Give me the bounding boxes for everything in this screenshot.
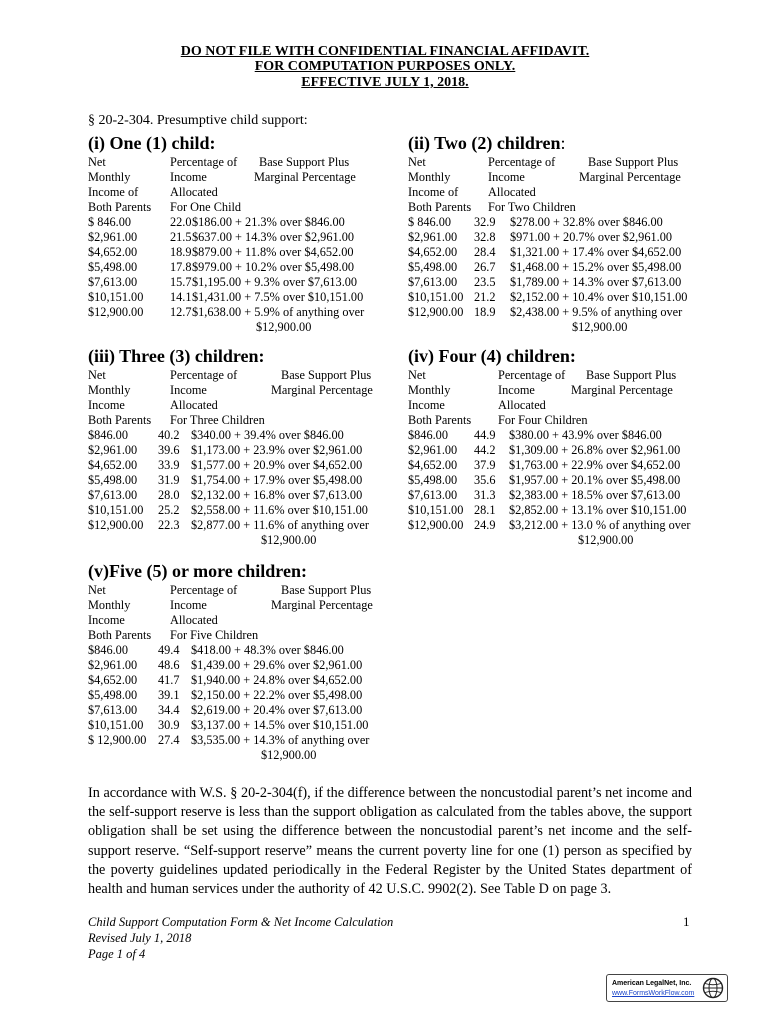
- net-income-cell: $846.00: [408, 428, 448, 442]
- table-row: [408, 290, 688, 305]
- table-header-line: [88, 155, 350, 170]
- net-income-cell: $7,613.00: [408, 275, 458, 289]
- table-row: [88, 458, 363, 473]
- header-percentage-label: Allocated: [170, 613, 218, 627]
- net-income-cell: $2,961.00: [88, 230, 138, 244]
- table-title-text: (i) One (1) child:: [88, 133, 216, 153]
- percentage-cell: 18.9: [170, 245, 192, 259]
- header-percentage-label: Income: [498, 383, 535, 397]
- table-header-line: [88, 368, 372, 383]
- table-header-line: [408, 155, 679, 170]
- net-income-cell: $846.00: [88, 428, 128, 442]
- table-row: [88, 673, 363, 688]
- table-row: [408, 473, 681, 488]
- base-support-cell: $2,383.00 + 18.5% over $7,613.00: [509, 488, 681, 502]
- header-base-support-label: Base Support Plus: [588, 155, 679, 169]
- net-income-cell: $4,652.00: [408, 458, 458, 472]
- percentage-cell: 28.0: [158, 488, 180, 502]
- base-support-cell: $418.00 + 48.3% over $846.00: [191, 643, 344, 657]
- percentage-cell: 39.6: [158, 443, 180, 457]
- base-support-cell: $1,638.00 + 5.9% of anything over: [192, 305, 365, 319]
- header-percentage-label: For Three Children: [170, 413, 265, 427]
- percentage-cell: 31.3: [474, 488, 496, 502]
- percentage-cell: 48.6: [158, 658, 180, 672]
- header-income-label: Income of: [408, 185, 459, 199]
- base-support-cell: $637.00 + 14.3% over $2,961.00: [192, 230, 354, 244]
- header-percentage-label: Allocated: [488, 185, 536, 199]
- percentage-cell: 18.9: [474, 305, 496, 319]
- net-income-cell: $4,652.00: [88, 673, 138, 687]
- net-income-cell: $12,900.00: [88, 305, 144, 319]
- table-header-line: [88, 628, 307, 643]
- base-support-cell: $1,309.00 + 26.8% over $2,961.00: [509, 443, 681, 457]
- base-support-cell: $2,438.00 + 9.5% of anything over: [510, 305, 683, 319]
- table-row: [408, 458, 681, 473]
- table-row: [88, 643, 344, 658]
- header-percentage-label: Income: [170, 598, 207, 612]
- table-continuation: [88, 748, 317, 763]
- net-income-cell: $10,151.00: [408, 290, 464, 304]
- base-support-cell: $1,195.00 + 9.3% over $7,613.00: [192, 275, 358, 289]
- base-support-cell: $1,431.00 + 7.5% over $10,151.00: [192, 290, 364, 304]
- percentage-cell: 32.9: [474, 215, 496, 229]
- net-income-cell: $5,498.00: [88, 260, 138, 274]
- header-percentage-label: Percentage of: [488, 155, 556, 169]
- table-row: [88, 260, 354, 275]
- table-title-text: (iv) Four (4) children:: [408, 346, 576, 366]
- table-title: [408, 346, 576, 366]
- net-income-cell: $12,900.00: [408, 305, 464, 319]
- header-income-label: Monthly: [408, 383, 451, 397]
- net-income-cell: $10,151.00: [88, 718, 144, 732]
- net-income-cell: $2,961.00: [88, 658, 138, 672]
- base-support-cell: $1,439.00 + 29.6% over $2,961.00: [191, 658, 363, 672]
- net-income-cell: $7,613.00: [408, 488, 458, 502]
- percentage-cell: 49.4: [158, 643, 180, 657]
- header-percentage-label: Allocated: [170, 398, 218, 412]
- table-title: [88, 561, 307, 581]
- base-support-cell: $1,754.00 + 17.9% over $5,498.00: [191, 473, 363, 487]
- net-income-cell: $7,613.00: [88, 488, 138, 502]
- net-income-cell: $2,961.00: [408, 230, 458, 244]
- base-support-cell: $278.00 + 32.8% over $846.00: [510, 215, 663, 229]
- header-base-support-label: Base Support Plus: [281, 368, 372, 382]
- net-income-cell: $5,498.00: [88, 688, 138, 702]
- header-income-label: Monthly: [88, 170, 131, 184]
- table-row: [88, 443, 363, 458]
- american-legalnet-logo[interactable]: [606, 974, 728, 1002]
- table-row: [88, 503, 368, 518]
- table-row: [408, 503, 687, 518]
- header-percentage-label: Allocated: [498, 398, 546, 412]
- table-row: [408, 215, 663, 230]
- header-percentage-label: Allocated: [170, 185, 218, 199]
- net-income-cell: $4,652.00: [88, 458, 138, 472]
- header-percentage-label: Percentage of: [170, 368, 238, 382]
- footer-revised-date: Revised July 1, 2018: [88, 931, 192, 945]
- base-support-cell: $340.00 + 39.4% over $846.00: [191, 428, 344, 442]
- table-row: [88, 518, 369, 533]
- percentage-cell: 34.4: [158, 703, 180, 717]
- table-row: [88, 230, 354, 245]
- table-row: [88, 718, 369, 733]
- percentage-cell: 35.6: [474, 473, 496, 487]
- header-base-support-label: Marginal Percentage: [579, 170, 681, 184]
- table-row: [88, 275, 358, 290]
- logo-website-link[interactable]: www.FormsWorkFlow.com: [612, 990, 695, 997]
- table-header-line: [88, 583, 372, 598]
- header-percentage-label: For Five Children: [170, 628, 259, 642]
- header-percentage-label: Income: [488, 170, 525, 184]
- net-income-cell: $12,900.00: [88, 518, 144, 532]
- header-income-label: Income: [88, 398, 125, 412]
- continuation-amount: $12,900.00: [261, 533, 317, 547]
- table-header-line: [408, 413, 588, 428]
- base-support-cell: $1,577.00 + 20.9% over $4,652.00: [191, 458, 363, 472]
- table-header-line: [88, 398, 264, 413]
- base-support-cell: $971.00 + 20.7% over $2,961.00: [510, 230, 672, 244]
- base-support-cell: $3,137.00 + 14.5% over $10,151.00: [191, 718, 369, 732]
- table-row: [408, 518, 691, 533]
- table-continuation: [408, 320, 628, 335]
- table-header-line: [88, 200, 242, 215]
- header-line-3: EFFECTIVE JULY 1, 2018.: [301, 75, 469, 90]
- page-number: 1: [683, 914, 690, 929]
- base-support-cell: $2,132.00 + 16.8% over $7,613.00: [191, 488, 363, 502]
- base-support-cell: $2,558.00 + 11.6% over $10,151.00: [191, 503, 368, 517]
- percentage-cell: 33.9: [158, 458, 180, 472]
- header-percentage-label: Income: [170, 383, 207, 397]
- table-title-text: (v)Five (5) or more children:: [88, 561, 307, 581]
- base-support-cell: $2,150.00 + 22.2% over $5,498.00: [191, 688, 363, 702]
- base-support-cell: $1,468.00 + 15.2% over $5,498.00: [510, 260, 682, 274]
- net-income-cell: $10,151.00: [88, 290, 144, 304]
- header-base-support-label: Marginal Percentage: [571, 383, 673, 397]
- header-income-label: Monthly: [88, 383, 131, 397]
- percentage-cell: 21.2: [474, 290, 496, 304]
- header-income-label: Both Parents: [408, 200, 472, 214]
- table-row: [88, 488, 363, 503]
- header-income-label: Net: [408, 368, 426, 382]
- base-support-cell: $3,535.00 + 14.3% of anything over: [191, 733, 370, 747]
- net-income-cell: $ 12,900.00: [88, 733, 147, 747]
- table-row: [408, 428, 662, 443]
- base-support-cell: $1,763.00 + 22.9% over $4,652.00: [509, 458, 681, 472]
- base-support-cell: $2,619.00 + 20.4% over $7,613.00: [191, 703, 363, 717]
- base-support-cell: $1,957.00 + 20.1% over $5,498.00: [509, 473, 681, 487]
- net-income-cell: $2,961.00: [88, 443, 138, 457]
- header-base-support-label: Base Support Plus: [586, 368, 677, 382]
- base-support-cell: $186.00 + 21.3% over $846.00: [192, 215, 345, 229]
- table-row: [88, 245, 354, 260]
- header-income-label: Both Parents: [88, 413, 152, 427]
- header-income-label: Both Parents: [88, 628, 152, 642]
- percentage-cell: 44.9: [474, 428, 496, 442]
- header-income-label: Income: [88, 613, 125, 627]
- percentage-cell: 24.9: [474, 518, 496, 532]
- percentage-cell: 25.2: [158, 503, 180, 517]
- table-one-child: [88, 133, 365, 335]
- net-income-cell: $10,151.00: [88, 503, 144, 517]
- base-support-cell: $979.00 + 10.2% over $5,498.00: [192, 260, 354, 274]
- continuation-amount: $12,900.00: [261, 748, 317, 762]
- percentage-cell: 40.2: [158, 428, 180, 442]
- table-row: [88, 305, 365, 320]
- percentage-cell: 41.7: [158, 673, 180, 687]
- net-income-cell: $ 846.00: [88, 215, 132, 229]
- table-continuation: [88, 320, 312, 335]
- net-income-cell: $846.00: [88, 643, 128, 657]
- table-row: [88, 290, 364, 305]
- table-row: [408, 488, 681, 503]
- percentage-cell: 12.7: [170, 305, 192, 319]
- table-row: [408, 305, 683, 320]
- net-income-cell: $5,498.00: [408, 473, 458, 487]
- net-income-cell: $12,900.00: [408, 518, 464, 532]
- percentage-cell: 37.9: [474, 458, 496, 472]
- footer-page-of: Page 1 of 4: [88, 947, 146, 961]
- percentage-cell: 44.2: [474, 443, 496, 457]
- percentage-cell: 21.5: [170, 230, 192, 244]
- percentage-cell: 32.8: [474, 230, 496, 244]
- base-support-cell: $1,789.00 + 14.3% over $7,613.00: [510, 275, 682, 289]
- base-support-cell: $1,940.00 + 24.8% over $4,652.00: [191, 673, 363, 687]
- header-percentage-label: For Four Children: [498, 413, 588, 427]
- base-support-cell: $1,173.00 + 23.9% over $2,961.00: [191, 443, 363, 457]
- header-income-label: Both Parents: [408, 413, 472, 427]
- table-row: [88, 688, 363, 703]
- table-header-line: [88, 383, 373, 398]
- table-header-line: [408, 368, 677, 383]
- table-header-line: [88, 170, 356, 185]
- continuation-amount: $12,900.00: [256, 320, 312, 334]
- table-row: [88, 703, 363, 718]
- table-header-line: [408, 185, 566, 200]
- table-header-line: [408, 200, 576, 215]
- base-support-cell: $2,877.00 + 11.6% of anything over: [191, 518, 369, 532]
- percentage-cell: 22.0: [170, 215, 192, 229]
- header-line-2: FOR COMPUTATION PURPOSES ONLY.: [254, 59, 516, 74]
- net-income-cell: $4,652.00: [88, 245, 138, 259]
- table-title-text: (iii) Three (3) children:: [88, 346, 265, 366]
- table-continuation: [408, 533, 634, 548]
- table-row: [408, 245, 682, 260]
- net-income-cell: $5,498.00: [408, 260, 458, 274]
- header-income-label: Net: [88, 155, 106, 169]
- table-four-children: [408, 346, 691, 548]
- header-percentage-label: Percentage of: [498, 368, 566, 382]
- table-row: [88, 215, 345, 230]
- header-percentage-label: Income: [170, 170, 207, 184]
- logo-company-name: American LegalNet, Inc.: [612, 980, 692, 987]
- table-header-line: [408, 398, 576, 413]
- header-base-support-label: Marginal Percentage: [254, 170, 356, 184]
- header-percentage-label: For Two Children: [488, 200, 576, 214]
- header-percentage-label: For One Child: [170, 200, 242, 214]
- percentage-cell: 39.1: [158, 688, 180, 702]
- footer-info: [88, 914, 393, 962]
- header-income-label: Net: [88, 368, 106, 382]
- header-line-1: DO NOT FILE WITH CONFIDENTIAL FINANCIAL AFFIDAVIT.: [180, 44, 590, 59]
- percentage-cell: 22.3: [158, 518, 180, 532]
- footer-form-title: Child Support Computation Form & Net Income Calculation: [88, 915, 394, 929]
- net-income-cell: $4,652.00: [408, 245, 458, 259]
- header-income-label: Net: [408, 155, 426, 169]
- table-row: [408, 443, 681, 458]
- continuation-amount: $12,900.00: [578, 533, 634, 547]
- table-row: [408, 260, 682, 275]
- table-header-line: [88, 185, 216, 200]
- base-support-cell: $879.00 + 11.8% over $4,652.00: [192, 245, 354, 259]
- percentage-cell: 14.1: [170, 290, 192, 304]
- base-support-cell: $380.00 + 43.9% over $846.00: [509, 428, 662, 442]
- base-support-cell: $1,321.00 + 17.4% over $4,652.00: [510, 245, 682, 259]
- self-support-paragraph: In accordance with W.S. § 20-2-304(f), if the difference between the noncustodial parent’s net income and the self-support reserve is less than the support obligation as calculated from the tables above, the support obligation shall be set using the difference between the noncustodial parent’s net income and the self-support reserve. “Self-support reserve” means the current poverty line for one (1) person as specified by the poverty guidelines updated periodically in the Federal Register by the United States department of health and human services under the authority of 42 U.S.C. 9902(2). See Table D on page 3.: [88, 785, 692, 898]
- net-income-cell: $7,613.00: [88, 703, 138, 717]
- table-row: [408, 230, 672, 245]
- header-base-support-label: Base Support Plus: [259, 155, 350, 169]
- percentage-cell: 28.4: [474, 245, 496, 259]
- base-support-cell: $2,152.00 + 10.4% over $10,151.00: [510, 290, 688, 304]
- base-support-cell: $3,212.00 + 13.0 % of anything over: [509, 518, 691, 532]
- table-header-line: [88, 598, 373, 613]
- table-title: [88, 346, 264, 366]
- table-title-colon: :: [560, 133, 566, 153]
- statute-heading: § 20-2-304. Presumptive child support:: [88, 113, 308, 128]
- continuation-amount: $12,900.00: [572, 320, 628, 334]
- table-header-line: [408, 383, 673, 398]
- table-row: [408, 275, 682, 290]
- header-base-support-label: Marginal Percentage: [271, 598, 373, 612]
- header-income-label: Income: [408, 398, 445, 412]
- header-income-label: Income of: [88, 185, 139, 199]
- globe-icon: [702, 977, 724, 999]
- table-row: [88, 658, 363, 673]
- percentage-cell: 28.1: [474, 503, 496, 517]
- net-income-cell: $ 846.00: [408, 215, 452, 229]
- header-income-label: Net: [88, 583, 106, 597]
- table-title: [408, 133, 566, 153]
- table-five-children: [88, 561, 373, 763]
- header-income-label: Both Parents: [88, 200, 152, 214]
- net-income-cell: $7,613.00: [88, 275, 138, 289]
- header-base-support-label: Base Support Plus: [281, 583, 372, 597]
- header-percentage-label: Percentage of: [170, 155, 238, 169]
- table-row: [88, 733, 370, 748]
- percentage-cell: 31.9: [158, 473, 180, 487]
- table-row: [88, 473, 363, 488]
- percentage-cell: 26.7: [474, 260, 496, 274]
- table-row: [88, 428, 344, 443]
- table-header-line: [408, 170, 681, 185]
- table-header-line: [88, 413, 264, 428]
- table-header-line: [88, 613, 307, 628]
- table-two-children: [408, 133, 688, 335]
- net-income-cell: $2,961.00: [408, 443, 458, 457]
- percentage-cell: 17.8: [170, 260, 192, 274]
- base-support-cell: $2,852.00 + 13.1% over $10,151.00: [509, 503, 687, 517]
- percentage-cell: 23.5: [474, 275, 496, 289]
- percentage-cell: 30.9: [158, 718, 180, 732]
- table-three-children: [88, 346, 373, 548]
- net-income-cell: $10,151.00: [408, 503, 464, 517]
- net-income-cell: $5,498.00: [88, 473, 138, 487]
- header-percentage-label: Percentage of: [170, 583, 238, 597]
- percentage-cell: 15.7: [170, 275, 192, 289]
- table-title: [88, 133, 216, 153]
- percentage-cell: 27.4: [158, 733, 180, 747]
- header-income-label: Monthly: [408, 170, 451, 184]
- header-income-label: Monthly: [88, 598, 131, 612]
- table-title-text: (ii) Two (2) children: [408, 133, 561, 153]
- header-base-support-label: Marginal Percentage: [271, 383, 373, 397]
- table-continuation: [88, 533, 317, 548]
